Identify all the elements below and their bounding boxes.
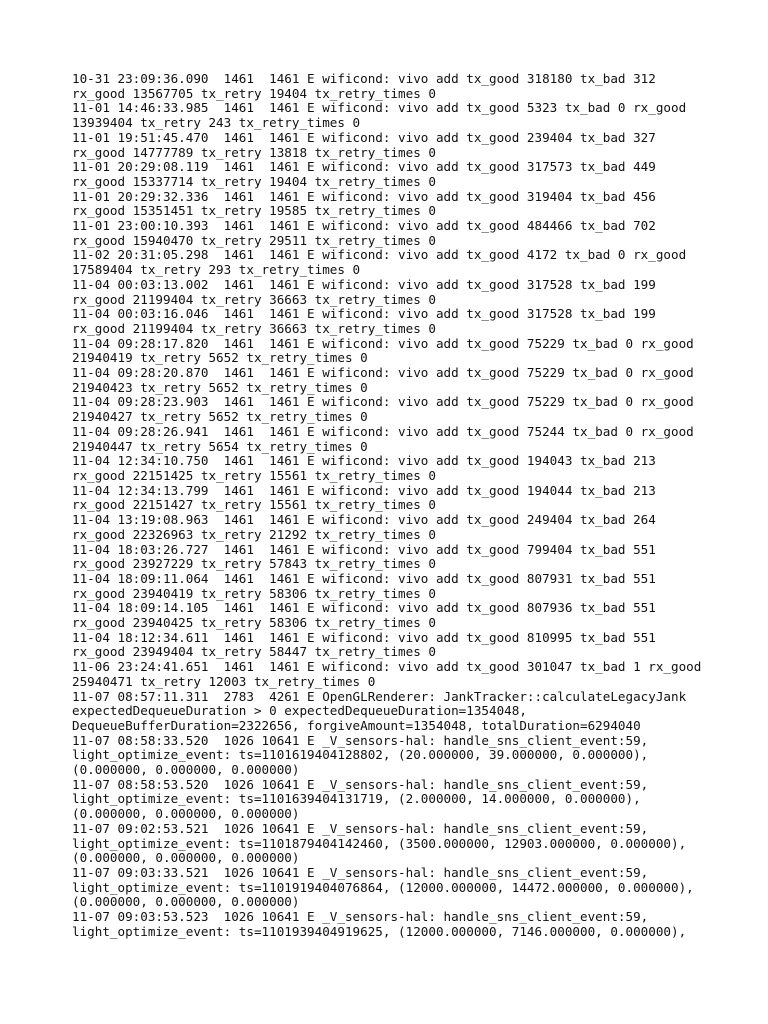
log-line: 11-07 08:58:33.520 1026 10641 E _V_sensors-hal: handle_sns_client_event:59, light_optimize_event: ts=1101619404128802, (20.000000, 39.000000, 0.000000), (0.000000, 0.000000, 0.000000): [72, 732, 656, 778]
log-line: 11-01 23:00:10.393 1461 1461 E wificond: vivo add tx_good 484466 tx_bad 702 rx_good 15940470 tx_retry 29511 tx_retry_times 0: [72, 218, 664, 248]
log-line: 11-07 08:57:11.311 2783 4261 E OpenGLRenderer: JankTracker::calculateLegacyJank expectedDequeueDuration > 0 expectedDequeueDuration=1354048, DequeueBufferDuration=2322656, forgiveAmount=1354048, totalDuration=6294040: [72, 688, 694, 733]
log-line: 11-06 23:24:41.651 1461 1461 E wificond: vivo add tx_good 301047 tx_bad 1 rx_good 25940471 tx_retry 12003 tx_retry_times 0: [72, 659, 709, 689]
log-line: 11-04 12:34:13.799 1461 1461 E wificond: vivo add tx_good 194044 tx_bad 213 rx_good 22151427 tx_retry 15561 tx_retry_times 0: [72, 482, 664, 513]
log-line: 11-04 00:03:16.046 1461 1461 E wificond: vivo add tx_good 317528 tx_bad 199 rx_good 21199404 tx_retry 36663 tx_retry_times 0: [72, 306, 664, 336]
log-line: 11-04 09:28:17.820 1461 1461 E wificond: vivo add tx_good 75229 tx_bad 0 rx_good 21940419 tx_retry 5652 tx_retry_times 0: [72, 335, 702, 366]
log-line: 11-04 12:34:10.750 1461 1461 E wificond: vivo add tx_good 194043 tx_bad 213 rx_good 22151425 tx_retry 15561 tx_retry_times 0: [72, 453, 664, 483]
log-line: 11-04 09:28:20.870 1461 1461 E wificond: vivo add tx_good 75229 tx_bad 0 rx_good 21940423 tx_retry 5652 tx_retry_times 0: [72, 365, 702, 395]
log-line: 11-07 09:02:53.521 1026 10641 E _V_sensors-hal: handle_sns_client_event:59, light_optimize_event: ts=1101879404142460, (3500.000000, 12903.000000, 0.000000), (0.000000, 0.000000, 0.000000): [72, 820, 694, 866]
log-line: 11-02 20:31:05.298 1461 1461 E wificond: vivo add tx_good 4172 tx_bad 0 rx_good 17589404 tx_retry 293 tx_retry_times 0: [72, 247, 694, 278]
log-line: 11-04 18:12:34.611 1461 1461 E wificond: vivo add tx_good 810995 tx_bad 551 rx_good 23949404 tx_retry 58447 tx_retry_times 0: [72, 629, 664, 660]
log-line: 11-01 20:29:32.336 1461 1461 E wificond: vivo add tx_good 319404 tx_bad 456 rx_good 15351451 tx_retry 19585 tx_retry_times 0: [72, 188, 664, 219]
log-line: 11-04 09:28:23.903 1461 1461 E wificond: vivo add tx_good 75229 tx_bad 0 rx_good 21940427 tx_retry 5652 tx_retry_times 0: [72, 394, 702, 425]
log-line: 11-04 00:03:13.002 1461 1461 E wificond: vivo add tx_good 317528 tx_bad 199 rx_good 21199404 tx_retry 36663 tx_retry_times 0: [72, 276, 664, 307]
log-line: 11-01 19:51:45.470 1461 1461 E wificond: vivo add tx_good 239404 tx_bad 327 rx_good 14777789 tx_retry 13818 tx_retry_times 0: [72, 129, 664, 160]
log-line: 11-07 09:03:33.521 1026 10641 E _V_sensors-hal: handle_sns_client_event:59, light_optimize_event: ts=1101919404076864, (12000.000000, 14472.000000, 0.000000), (0.000000, 0.000000, 0.000000): [72, 864, 702, 910]
log-line: 11-01 14:46:33.985 1461 1461 E wificond: vivo add tx_good 5323 tx_bad 0 rx_good 13939404 tx_retry 243 tx_retry_times 0: [72, 100, 694, 131]
log-line: 11-04 18:03:26.727 1461 1461 E wificond: vivo add tx_good 799404 tx_bad 551 rx_good 23927229 tx_retry 57843 tx_retry_times 0: [72, 541, 664, 572]
log-line: 11-04 18:09:14.105 1461 1461 E wificond: vivo add tx_good 807936 tx_bad 551 rx_good 23940425 tx_retry 58306 tx_retry_times 0: [72, 600, 664, 631]
log-line: 11-01 20:29:08.119 1461 1461 E wificond: vivo add tx_good 317573 tx_bad 449 rx_good 15337714 tx_retry 19404 tx_retry_times 0: [72, 159, 664, 189]
log-line: 11-04 18:09:11.064 1461 1461 E wificond: vivo add tx_good 807931 tx_bad 551 rx_good 23940419 tx_retry 58306 tx_retry_times 0: [72, 570, 664, 601]
log-line: 11-04 09:28:26.941 1461 1461 E wificond: vivo add tx_good 75244 tx_bad 0 rx_good 21940447 tx_retry 5654 tx_retry_times 0: [72, 423, 702, 454]
log-line: 10-31 23:09:36.090 1461 1461 E wificond: vivo add tx_good 318180 tx_bad 312 rx_good 13567705 tx_retry 19404 tx_retry_times 0: [72, 71, 664, 101]
log-document: [72, 72, 712, 939]
log-line: 11-07 09:03:53.523 1026 10641 E _V_sensors-hal: handle_sns_client_event:59, light_optimize_event: ts=1101939404919625, (12000.000000, 7146.000000, 0.000000),: [72, 909, 687, 939]
log-line: 11-07 08:58:53.520 1026 10641 E _V_sensors-hal: handle_sns_client_event:59, light_optimize_event: ts=1101639404131719, (2.000000, 14.000000, 0.000000), (0.000000, 0.000000, 0.000000): [72, 776, 656, 822]
log-line: 11-04 13:19:08.963 1461 1461 E wificond: vivo add tx_good 249404 tx_bad 264 rx_good 22326963 tx_retry 21292 tx_retry_times 0: [72, 512, 664, 542]
